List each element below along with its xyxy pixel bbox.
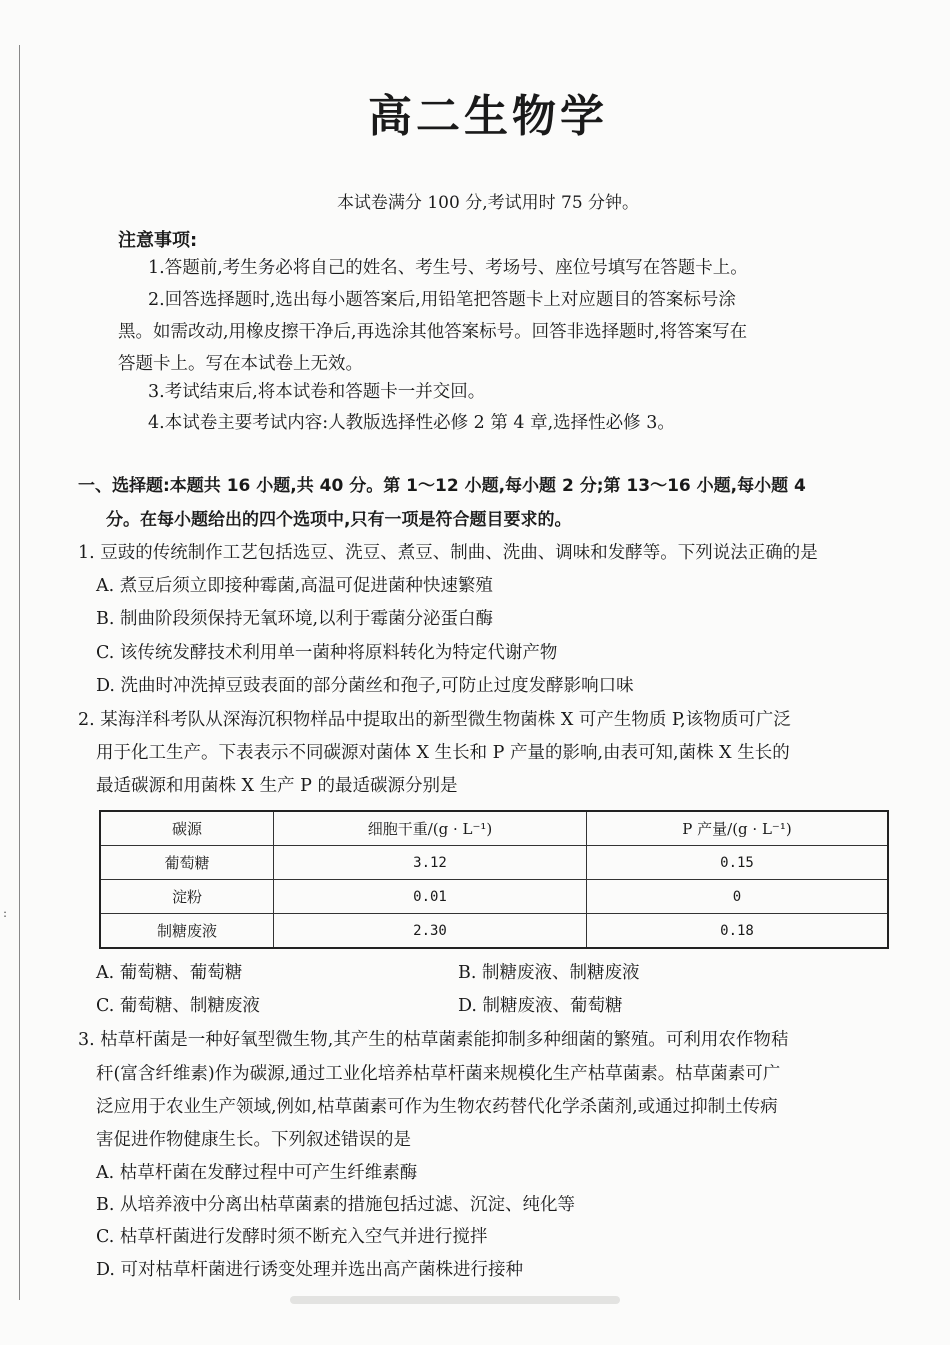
notice-heading: 注意事项: [118, 230, 198, 251]
table-cell: 0.15 [587, 846, 889, 880]
table-cell: 0.01 [274, 880, 587, 914]
question-3-option-a: A. 枯草杆菌在发酵过程中可产生纤维素酶 [96, 1163, 418, 1183]
table-header-row [100, 811, 888, 846]
table-row [100, 846, 888, 880]
table-header-cell: 碳源 [100, 811, 274, 846]
table-cell: 0.18 [587, 914, 889, 949]
page-footer-smudge [290, 1296, 620, 1304]
question-2-option-c: C. 葡萄糖、制糖废液 [96, 996, 260, 1016]
question-1-option-b: B. 制曲阶段须保持无氧环境,以利于霉菌分泌蛋白酶 [96, 609, 494, 629]
question-3-stem-cont: 秆(富含纤维素)作为碳源,通过工业化培养枯草杆菌来规模化生产枯草菌素。枯草菌素可广 [96, 1064, 781, 1084]
question-2-option-a: A. 葡萄糖、葡萄糖 [96, 963, 243, 983]
section-heading-cont: 分。在每小题给出的四个选项中,只有一项是符合题目要求的。 [106, 510, 572, 530]
question-3-option-d: D. 可对枯草杆菌进行诱变处理并选出高产菌株进行接种 [96, 1260, 524, 1280]
table-row [100, 880, 888, 914]
table-header-cell: 细胞干重/(g · L⁻¹) [274, 811, 587, 846]
carbon-source-table [99, 810, 889, 949]
exam-title: 高二生物学 [368, 91, 608, 142]
question-1-option-c: C. 该传统发酵技术利用单一菌种将原料转化为特定代谢产物 [96, 643, 558, 663]
table-cell: 0 [587, 880, 889, 914]
table-row [100, 914, 888, 949]
table-cell: 淀粉 [100, 880, 274, 914]
notice-line: 答题卡上。写在本试卷上无效。 [118, 354, 363, 374]
notice-line: 1.答题前,考生务必将自己的姓名、考生号、考场号、座位号填写在答题卡上。 [148, 258, 748, 278]
notice-line: 黑。如需改动,用橡皮擦干净后,再选涂其他答案标号。回答非选择题时,将答案写在 [118, 322, 748, 342]
question-3-option-c: C. 枯草杆菌进行发酵时须不断充入空气并进行搅拌 [96, 1227, 488, 1247]
question-2-stem-cont: 用于化工生产。下表表示不同碳源对菌体 X 生长和 P 产量的影响,由表可知,菌株 X 生长的 [96, 743, 790, 763]
table-cell: 2.30 [274, 914, 587, 949]
question-2-stem-cont: 最适碳源和用菌株 X 生产 P 的最适碳源分别是 [96, 776, 458, 796]
table-header-cell: P 产量/(g · L⁻¹) [587, 811, 889, 846]
notice-line: 2.回答选择题时,选出每小题答案后,用铅笔把答题卡上对应题目的答案标号涂 [148, 290, 736, 310]
binding-margin-line [19, 45, 20, 1300]
exam-subtitle: 本试卷满分 100 分,考试用时 75 分钟。 [336, 193, 640, 213]
question-1-option-d: D. 洗曲时冲洗掉豆豉表面的部分菌丝和孢子,可防止过度发酵影响口味 [96, 676, 634, 696]
question-2-option-b: B. 制糖废液、制糖废液 [458, 963, 640, 983]
question-2-stem: 2. 某海洋科考队从深海沉积物样品中提取出的新型微生物菌株 X 可产生物质 P,该物质可广泛 [78, 710, 791, 730]
question-3-stem: 3. 枯草杆菌是一种好氧型微生物,其产生的枯草菌素能抑制多种细菌的繁殖。可利用农作物秸 [78, 1030, 789, 1050]
question-3-option-b: B. 从培养液中分离出枯草菌素的措施包括过滤、沉淀、纯化等 [96, 1195, 575, 1215]
notice-line: 4.本试卷主要考试内容:人教版选择性必修 2 第 4 章,选择性必修 3。 [148, 413, 675, 433]
question-3-stem-cont: 害促进作物健康生长。下列叙述错误的是 [96, 1130, 411, 1150]
question-3-stem-cont: 泛应用于农业生产领域,例如,枯草菌素可作为生物农药替代化学杀菌剂,或通过抑制土传病 [96, 1097, 778, 1117]
section-heading: 一、选择题:本题共 16 小题,共 40 分。第 1～12 小题,每小题 2 分;第 13～16 小题,每小题 4 [78, 476, 806, 496]
notice-line: 3.考试结束后,将本试卷和答题卡一并交回。 [148, 382, 486, 402]
binding-margin-mark: : [3, 906, 8, 920]
table-cell: 制糖废液 [100, 914, 274, 949]
table-cell: 葡萄糖 [100, 846, 274, 880]
question-1-option-a: A. 煮豆后须立即接种霉菌,高温可促进菌种快速繁殖 [96, 576, 493, 596]
table-cell: 3.12 [274, 846, 587, 880]
question-2-option-d: D. 制糖废液、葡萄糖 [458, 996, 623, 1016]
question-1-stem: 1. 豆豉的传统制作工艺包括选豆、洗豆、煮豆、制曲、洗曲、调味和发酵等。下列说法正确的是 [78, 543, 818, 563]
